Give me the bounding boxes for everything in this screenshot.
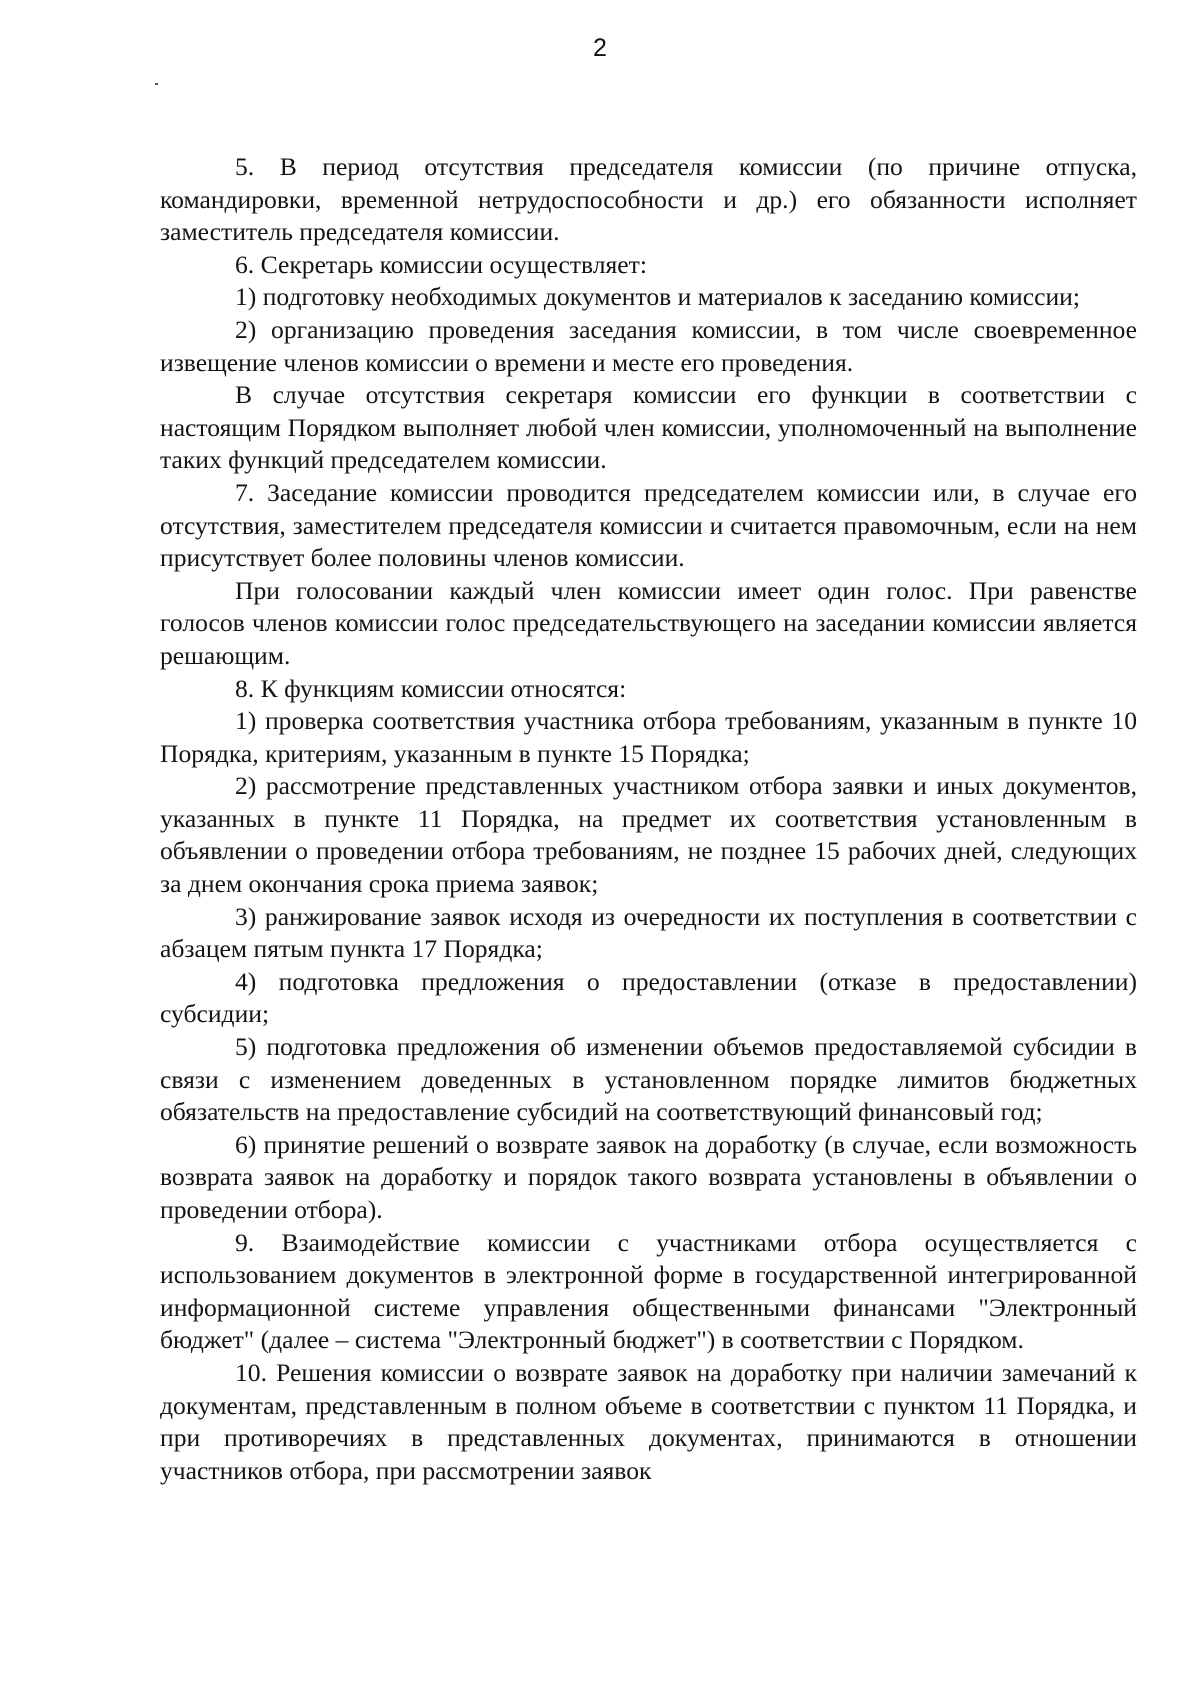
paragraph-8-item-2: 2) рассмотрение представленных участником отбора заявки и иных документов, указанных в пункте 11 Порядка, на предмет их соответствия установленным в объявлении о проведении отбора требованиям, не позднее 15 рабочих дней, следующих за днем окончания срока приема заявок; [160, 771, 1137, 899]
paragraph-8-item-4: 4) подготовка предложения о предоставлении (отказе в предоставлении) субсидии; [160, 966, 1137, 1029]
paragraph-8-item-1: 1) проверка соответствия участника отбора требованиям, указанным в пункте 10 Порядка, критериям, указанным в пункте 15 Порядка; [160, 706, 1137, 768]
document-body [160, 151, 1137, 1487]
paragraph-6-secretary-absence: В случае отсутствия секретаря комиссии его функции в соответствии с настоящим Порядком выполняет любой член комиссии, уполномоченный на выполнение таких функций председателем комиссии. [160, 380, 1137, 475]
paragraph-9: 9. Взаимодействие комиссии с участниками отбора осуществляется с использованием документов в электронной форме в государственной интегрированной информационной системе управления общественными финансами "Электронный бюджет" (далее – система "Электронный бюджет") в соответствии с Порядком. [160, 1227, 1137, 1355]
paragraph-8: 8. К функциям комиссии относятся: [235, 673, 627, 703]
paragraph-6-item-2: 2) организацию проведения заседания комиссии, в том числе своевременное извещение членов комиссии о времени и месте его проведения. [160, 314, 1137, 377]
paragraph-6: 6. Секретарь комиссии осуществляет: [235, 249, 647, 279]
paragraph-7: 7. Заседание комиссии проводится председателем комиссии или, в случае его отсутствия, заместителем председателя комиссии и считается правомочным, если на нем присутствует более половины членов комиссии. [160, 477, 1137, 573]
paragraph-7-voting: При голосовании каждый член комиссии имеет один голос. При равенстве голосов членов комиссии голос председательствующего на заседании комиссии является решающим. [160, 575, 1137, 670]
paragraph-8-item-3: 3) ранжирование заявок исходя из очередности их поступления в соответствии с абзацем пятым пункта 17 Порядка; [160, 901, 1137, 964]
paragraph-6-item-1: 1) подготовку необходимых документов и материалов к заседанию комиссии; [235, 282, 1080, 312]
paragraph-10: 10. Решения комиссии о возврате заявок на доработку при наличии замечаний к документам, представленным в полном объеме в соответствии с пунктом 11 Порядка, и при противоречиях в представленных документах, принимаются в отношении участников отбора, при рассмотрении заявок [160, 1357, 1137, 1485]
paragraph-5: 5. В период отсутствия председателя комиссии (по причине отпуска, командировки, временной нетрудоспособности и др.) его обязанности исполняет заместитель председателя комиссии. [160, 152, 1137, 247]
page-number: 2 [593, 34, 607, 62]
paragraph-8-item-6: 6) принятие решений о возврате заявок на доработку (в случае, если возможность возврата заявок на доработку и порядок такого возврата установлены в объявлении о проведении отбора). [160, 1129, 1137, 1224]
scan-artifact [155, 83, 158, 85]
paragraph-8-item-5: 5) подготовка предложения об изменении объемов предоставляемой субсидии в связи с изменением доведенных в установленном порядке лимитов бюджетных обязательств на предоставление субсидий на соответствующий финансовый год; [160, 1032, 1137, 1127]
